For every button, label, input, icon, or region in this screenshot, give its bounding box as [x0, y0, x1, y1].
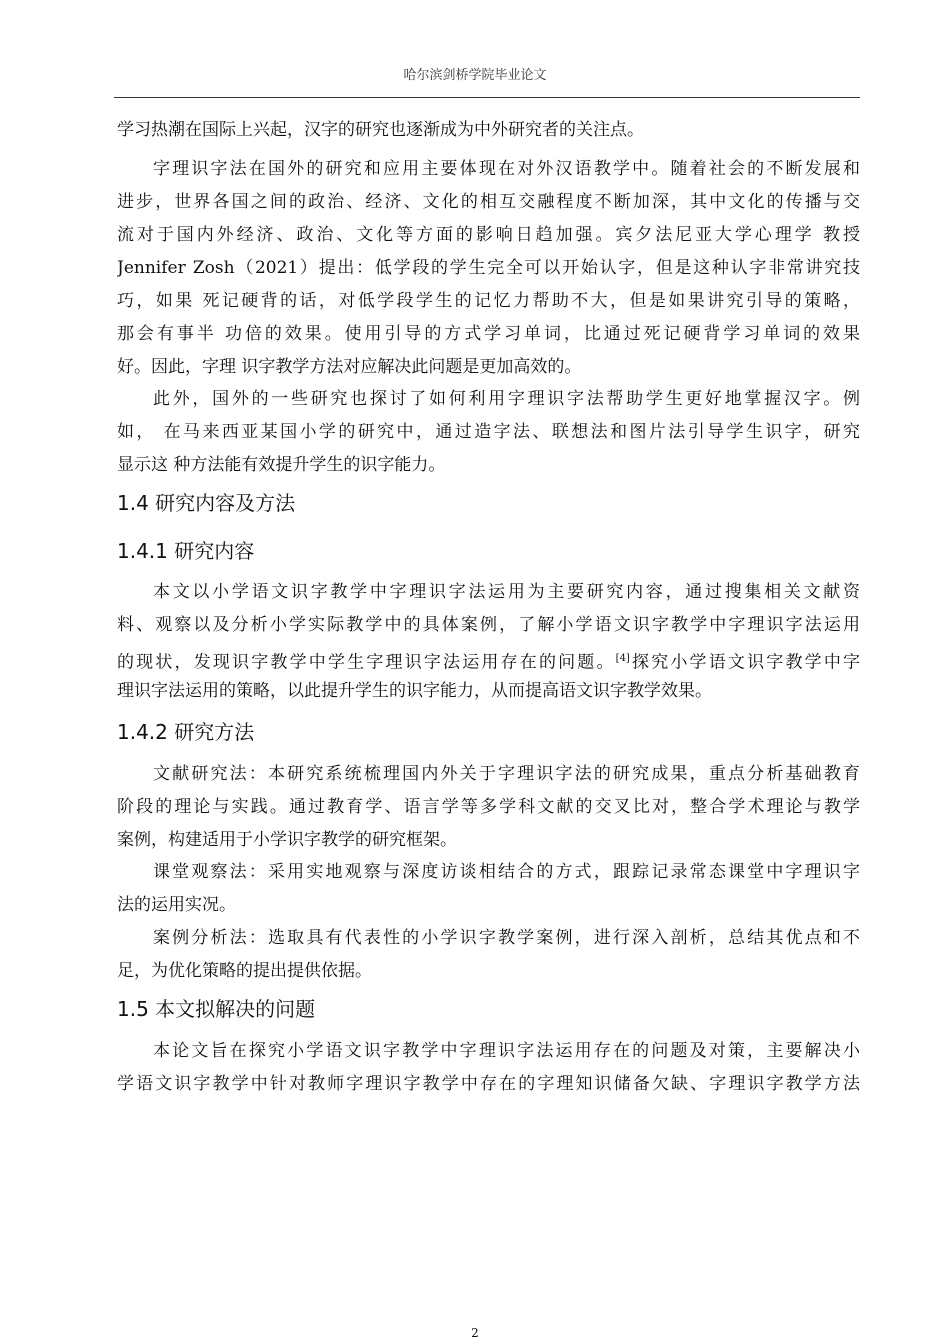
text-line: 那会有事半 功倍的效果。使用引导的方式学习单词，比通过死记硬背学习单词的效果	[117, 324, 860, 344]
header-rule	[114, 97, 860, 98]
heading-1-5: 1.5 本文拟解决的问题	[117, 997, 316, 1021]
text-line: 课堂观察法：采用实地观察与深度访谈相结合的方式，跟踪记录常态课堂中字理识字	[153, 862, 860, 882]
text-line: 流对于国内外经济、政治、文化等方面的影响日趋加强。宾夕法尼亚大学心理学 教授	[117, 225, 860, 245]
text-line: 文献研究法：本研究系统梳理国内外关于字理识字法的研究成果，重点分析基础教育	[153, 764, 860, 784]
text-line: 案例分析法：选取具有代表性的小学识字教学案例，进行深入剖析，总结其优点和不	[153, 928, 860, 948]
text-line: 料、观察以及分析小学实际教学中的具体案例，了解小学语文识字教学中字理识字法运用	[117, 615, 860, 635]
heading-1-4-1: 1.4.1 研究内容	[117, 539, 255, 563]
text-line: 足，为优化策略的提出提供依据。	[117, 961, 372, 981]
page-number: 2	[471, 1326, 479, 1340]
text-line: 本论文旨在探究小学语文识字教学中字理识字法运用存在的问题及对策，主要解决小	[153, 1041, 860, 1061]
text-line: Jennifer Zosh（2021）提出：低学段的学生完全可以开始认字，但是这种认字非常讲究技	[117, 258, 860, 278]
text-line: 学习热潮在国际上兴起，汉字的研究也逐渐成为中外研究者的关注点。	[117, 120, 644, 140]
paragraph-literature-method	[117, 758, 860, 857]
text-line: 进步，世界各国之间的政治、经济、文化的相互交融程度不断加深，其中文化的传播与交	[117, 192, 860, 212]
text-line: 理识字法运用的策略，以此提升学生的识字能力，从而提高语文识字教学效果。	[117, 681, 712, 701]
text-line: 如， 在马来西亚某国小学的研究中，通过造字法、联想法和图片法引导学生识字，研究	[117, 422, 860, 442]
text-line: 字理识字法在国外的研究和应用主要体现在对外汉语教学中。随着社会的不断发展和	[153, 159, 860, 179]
text-line: 案例，构建适用于小学识字教学的研究框架。	[117, 830, 457, 850]
text-line: 显示这 种方法能有效提升学生的识字能力。	[117, 455, 446, 475]
paragraph-observation-method	[117, 856, 860, 922]
heading-1-4-2: 1.4.2 研究方法	[117, 720, 255, 744]
text-line: 此外，国外的一些研究也探讨了如何利用字理识字法帮助学生更好地掌握汉字。例	[153, 389, 860, 409]
text-line	[117, 642, 860, 675]
text-line: 阶段的理论与实践。通过教育学、语言学等多学科文献的交叉比对，整合学术理论与教学	[117, 797, 860, 817]
text-segment: 探究小学语文识字教学中字	[629, 652, 860, 673]
text-line: 法的运用实况。	[117, 895, 236, 915]
paragraph-malaysia	[117, 383, 860, 482]
text-line: 好。因此，字理 识字教学方法对应解决此问题是更加高效的。	[117, 357, 582, 377]
citation[interactable]: [4]	[615, 653, 630, 664]
text-line: 本文以小学语文识字教学中字理识字法运用为主要研究内容，通过搜集相关文献资	[153, 582, 860, 602]
paragraph-problems	[117, 1035, 860, 1101]
text-line: 巧，如果 死记硬背的话，对低学段学生的记忆力帮助不大，但是如果讲究引导的策略，	[117, 291, 860, 311]
text-line: 学语文识字教学中针对教师字理识字教学中存在的字理知识储备欠缺、字理识字教学方法	[117, 1074, 860, 1094]
paragraph-continued	[117, 114, 860, 147]
paragraph-case-method	[117, 922, 860, 988]
text-segment: 的现状，发现识字教学中学生字理识字法运用存在的问题。	[117, 652, 616, 673]
page-header: 哈尔滨剑桥学院毕业论文	[403, 68, 547, 83]
paragraph-foreign-research	[117, 153, 860, 384]
heading-1-4: 1.4 研究内容及方法	[117, 491, 296, 515]
paragraph-research-content	[117, 576, 860, 708]
